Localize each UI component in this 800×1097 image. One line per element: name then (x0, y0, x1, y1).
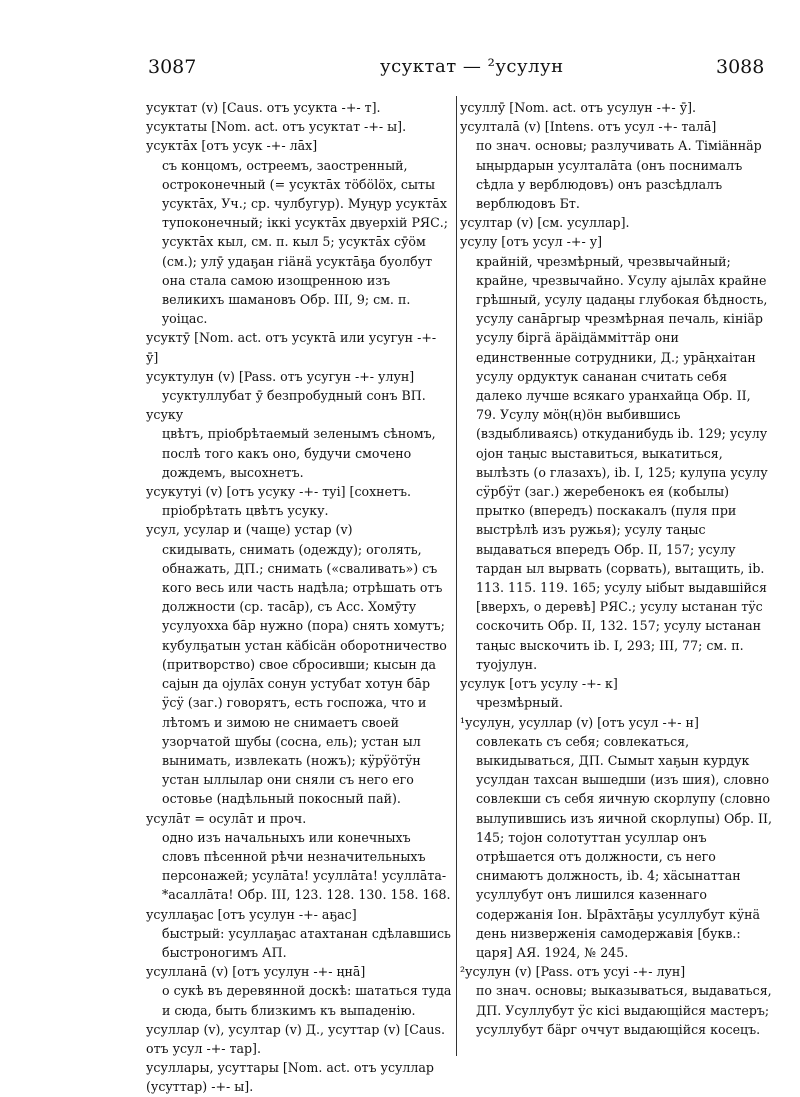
dictionary-entry (146, 1020, 452, 1058)
entry-headword: усуктулун (v) [Pass. отъ усугун -+- улун] (146, 368, 415, 384)
entry-headword: усулук [отъ усулу -+- к] (460, 676, 618, 692)
dictionary-entry (460, 98, 772, 117)
running-title: усуктат — ²усулун (380, 56, 564, 77)
page-number-right: 3088 (716, 56, 765, 78)
entry-headword: усулталā (v) [Intens. отъ усул -+- талā] (460, 119, 717, 135)
entry-headword: усулу [отъ усул -+- у] (460, 234, 603, 250)
dictionary-entry (146, 367, 452, 405)
page-number-left: 3087 (148, 56, 197, 78)
entry-definition: съ концомъ, остреемъ, заостренный, остроконечный (= усуктāх тöбölöх, сыты усуктāх, Уч.; ср. чулбугур). Муңур усуктāх тупоконечный; iккі усуктāх двуерхiй РЯС.; усуктāх кыл, см. п. кыл 5; усуктāх сӯöм (см.); улӯ удаҕан гiäнä усуктāҕа буолбут она стала самою изощренною изъ великихъ шамановъ Обр. III, 9; см. п. yoiцас. (162, 157, 448, 327)
dictionary-entry (460, 213, 772, 232)
column-divider (456, 96, 457, 1056)
entry-headword: ¹усулун, усуллар (v) [отъ усул -+- н] (460, 714, 699, 730)
dictionary-entry (146, 809, 452, 905)
dictionary-entry (146, 482, 452, 520)
dictionary-entry (146, 905, 452, 963)
entry-definition: прiобрѣтать цвѣтъ усуку. (162, 503, 329, 519)
entry-definition: скидывать, снимать (одежду); оголять, обнажать, ДП.; снимать («сваливать») съ кого весь или часть надѣла; отрѣшать отъ должности (ср. тасāр), съ Асс. Хомӯту усулуохха бāр нужно (пора) снять хомутъ; кубулҕатын устан кäбiсäн оборотничество (притворство) свое сбросивши; кысын да саjын да оjулāх сонун устубат хотун бāр ӱсӱ (заг.) говорятъ, есть госпожа, что и лѣтомъ и зимою не снимаетъ своей узорчатой шубы (сосна, ель); устан ыл вынимать, извлекать (ножъ); кӱрӱöтӱн устан ыллылар они сняли съ него его остовье (надѣльный покосный пай). (162, 541, 447, 807)
entry-headword: усукутуi (v) [отъ усуку -+- туi] [сохнетъ. (146, 484, 412, 500)
entry-headword: усуктаты [Nom. act. отъ усуктат -+- ы]. (146, 119, 407, 135)
right-column (460, 98, 772, 1039)
dictionary-entry (460, 962, 772, 1039)
entry-headword: усуктӯ [Nom. act. отъ усуктā или усугун -+- ӯ] (146, 330, 437, 365)
entry-definition: крайнiй, чрезмѣрный, чрезвычайный; крайне, чрезвычайно. Усулу аjылāх крайне грѣшный, усулу цадаңы глубокая бѣдность, усулу санāргыр чрезмѣрная печаль, кiнiäр усулу бiргä äрäiдäмміттäр они единственные сотрудники, Д.; урāңхаiтан усулу ордуктук сананан считать себя далеко лучше всякаго уранхайца Обр. II, 79. Усулу мöң(ң)öн выбившись (вздыбливаясь) откуданибудь ib. 129; усулу ojон таңыс выставиться, выкатиться, вылѣзть (о глазахъ), ib. I, 125; кулупа усулу сӱрбӱт (заг.) жеребенокъ ея (кобылы) прытко (впередъ) поскакалъ (пуля при выстрѣлѣ изъ ружья); усулу таңыс выдаваться впередъ Обр. II, 157; усулу тардан ыл вырвать (сорвать), вытащить, ib. 113. 115. 119. 165; усулу ыiбыт выдавшiйся [вверхъ, о деревѣ] РЯС.; усулу ыстанан тӱс соскочить Обр. II, 132. 157; усулу ыстанан таңыс выскочить ib. I, 293; III, 77; см. п. туojулун. (476, 253, 768, 672)
entry-headword: усуллары, усуттары [Nom. act. отъ усуллар (усуттар) -+- ы]. (146, 1060, 434, 1095)
entry-definition: о сукѣ въ деревянной доскѣ: шататься туда и сюда, быть близкимъ къ выпаденiю. (162, 983, 452, 1018)
dictionary-entry (146, 98, 452, 117)
entry-definition: чрезмѣрный. (476, 695, 563, 711)
dictionary-entry (460, 232, 772, 674)
entry-headword: усулланā (v) [отъ усулун -+- ңнā] (146, 964, 366, 980)
dictionary-entry (146, 117, 452, 136)
entry-definition: усуктуллубат ӯ безпробудный сонъ ВП. (162, 388, 426, 404)
dictionary-entry (460, 713, 772, 963)
entry-headword: усуллар (v), усултар (v) Д., усуттар (v) [Caus. отъ усул -+- тар]. (146, 1021, 445, 1056)
dictionary-entry (460, 117, 772, 213)
dictionary-entry (146, 136, 452, 328)
entry-headword: усуктат (v) [Caus. отъ усукта -+- т]. (146, 100, 381, 115)
dictionary-entry (146, 405, 452, 482)
entry-definition: совлекать съ себя; совлекаться, выкидываться, ДП. Сымыт хаҕын курдук усулдан тахсан вышедши (изъ шия), словно совлекши съ себя яичную скорлупу (словно вылупившись изъ яичной скорлупы) Обр. II, 145; тojон солотуттан усуллар онъ отрѣшается отъ должности, съ него снимаютъ должность, ib. 4; хäсынаттан усуллубут онъ лишился казеннаго содержанiя Іон. Ырāхтāҕы усуллубут кӱнä день низверженiя самодержавiя [букв.: царя] АЯ. 1924, № 245. (476, 733, 772, 960)
entry-definition: по знач. основы; выказываться, выдаваться, ДП. Усуллубут ӱс кiсі выдающiйся мастеръ; усуллубут бäрг оччут выдающiйся косецъ. (476, 983, 772, 1037)
entry-headword: усуллаҕас [отъ усулун -+- аҕас] (146, 906, 357, 922)
entry-headword: усуллӯ [Nom. act. отъ усулун -+- ӯ]. (460, 100, 697, 115)
dictionary-entry (146, 1058, 452, 1096)
entry-headword: усул, усулар и (чаще) устар (v) (146, 522, 353, 538)
dictionary-entry (146, 962, 452, 1020)
entry-definition: одно изъ начальныхъ или конечныхъ словъ пѣсенной рѣчи незначительныхъ персонажей; усулāта! усуллāта! усуллāта-*асаллāта! Обр. III, 123. 128. 130. 158. 168. (162, 829, 451, 903)
entry-definition: цвѣтъ, прiобрѣтаемый зеленымъ сѣномъ, послѣ того какъ оно, будучи смочено дождемъ, высохнетъ. (162, 426, 436, 480)
entry-definition: быстрый: усуллаҕас атахтанан сдѣлавшись быстроногимъ АП. (162, 925, 451, 960)
dictionary-entry (146, 520, 452, 808)
entry-headword: усулāт = осулāт и проч. (146, 810, 307, 826)
entry-definition: по знач. основы; разлучивать А. Тiмiäннäр ыңырдарын усулталāта (онъ поснималъ сѣдла у верблюдовъ) онъ разсѣдлалъ верблюдовъ Бт. (476, 138, 762, 212)
page-header (0, 56, 800, 86)
entry-headword: усуку (146, 407, 184, 423)
entry-headword: усултар (v) [см. усуллар]. (460, 215, 630, 231)
entry-headword: усуктāх [отъ усук -+- лāх] (146, 138, 318, 154)
dictionary-entry (460, 674, 772, 712)
left-column (146, 98, 452, 1097)
entry-headword: ²усулун (v) [Pass. отъ усуi -+- лун] (460, 964, 686, 980)
dictionary-entry (146, 328, 452, 366)
